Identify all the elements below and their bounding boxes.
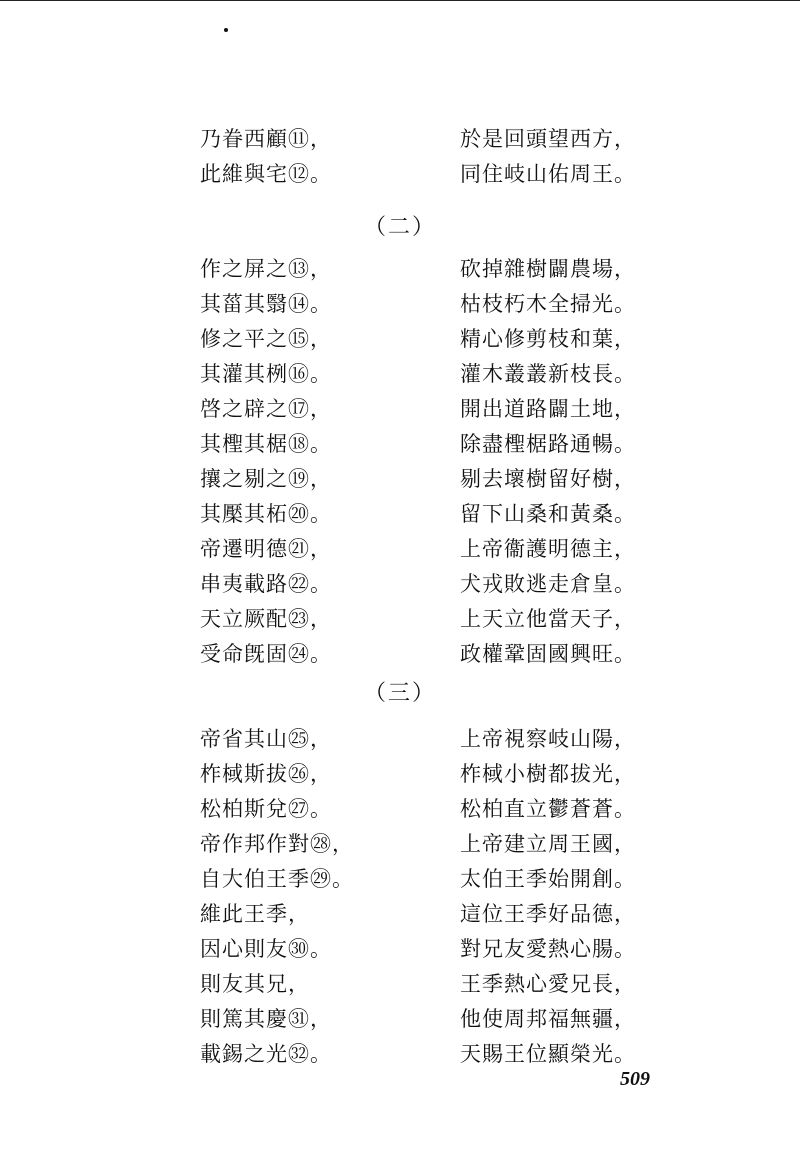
verse-line <box>0 357 800 392</box>
translation-verse: 他使周邦福無疆， <box>460 1007 636 1031</box>
translation-verse: 灌木叢叢新枝長。 <box>460 362 636 386</box>
translation-verse: 於是回頭望西方， <box>460 127 636 151</box>
original-verse: 其菑其翳⑭。 <box>200 292 332 316</box>
original-verse: 帝省其山㉕， <box>200 727 332 751</box>
original-verse: 帝遷明德㉑， <box>200 537 332 561</box>
translation-verse: 精心修剪枝和葉， <box>460 327 636 351</box>
verse-line <box>0 932 800 967</box>
translation-verse: 太伯王季始開創。 <box>460 867 636 891</box>
verse-line <box>0 427 800 462</box>
translation-verse: 上天立他當天子， <box>460 607 636 631</box>
verse-line <box>0 462 800 497</box>
translation-verse: 這位王季好品德， <box>460 902 636 926</box>
translation-verse: 政權鞏固國興旺。 <box>460 642 636 666</box>
translation-verse: 砍掉雜樹闢農場， <box>460 257 636 281</box>
verse-line <box>0 392 800 427</box>
translation-verse: 柞棫小樹都拔光， <box>460 762 636 786</box>
original-verse: 修之平之⑮， <box>200 327 332 351</box>
original-verse: 柞棫斯拔㉖， <box>200 762 332 786</box>
original-verse: 天立厥配㉓， <box>200 607 332 631</box>
translation-verse: 同住岐山佑周王。 <box>460 162 636 186</box>
verse-line <box>0 792 800 827</box>
verse-line <box>0 122 800 157</box>
verse-line <box>0 497 800 532</box>
original-verse: 則友其兄， <box>200 972 310 996</box>
verse-line <box>0 897 800 932</box>
translation-verse: 枯枝朽木全掃光。 <box>460 292 636 316</box>
verse-line <box>0 757 800 792</box>
translation-verse: 犬戎敗逃走倉皇。 <box>460 572 636 596</box>
verse-line <box>0 157 800 192</box>
translation-verse: 開出道路闢土地， <box>460 397 636 421</box>
verse-line <box>0 967 800 1002</box>
stanza-2 <box>0 252 800 672</box>
verse-line <box>0 862 800 897</box>
translation-verse: 王季熱心愛兄長， <box>460 972 636 996</box>
stanza-heading-3: （三） <box>363 681 436 706</box>
translation-verse: 上帝衞護明德主， <box>460 537 636 561</box>
verse-line <box>0 322 800 357</box>
original-verse: 則篤其慶㉛， <box>200 1007 332 1031</box>
stanza-heading-2: （二） <box>363 215 436 240</box>
original-verse: 自大伯王季㉙。 <box>200 867 354 891</box>
original-verse: 此維與宅⑫。 <box>200 162 332 186</box>
original-verse: 串夷載路㉒。 <box>200 572 332 596</box>
original-verse: 攘之剔之⑲， <box>200 467 332 491</box>
verse-line <box>0 1002 800 1037</box>
verse-line <box>0 827 800 862</box>
original-verse: 受命旣固㉔。 <box>200 642 332 666</box>
translation-verse: 上帝建立周王國， <box>460 832 636 856</box>
page-number: 509 <box>620 1068 650 1090</box>
page-top-border <box>0 0 800 1</box>
verse-line <box>0 602 800 637</box>
verse-line <box>0 722 800 757</box>
original-verse: 其檿其柘⑳。 <box>200 502 332 526</box>
translation-verse: 留下山桑和黃桑。 <box>460 502 636 526</box>
original-verse: 其灌其栵⑯。 <box>200 362 332 386</box>
original-verse: 松柏斯兌㉗。 <box>200 797 332 821</box>
verse-line <box>0 532 800 567</box>
original-verse: 作之屏之⑬， <box>200 257 332 281</box>
original-verse: 帝作邦作對㉘， <box>200 832 354 856</box>
original-verse: 乃眷西顧⑪， <box>200 127 332 151</box>
original-verse: 維此王季， <box>200 902 310 926</box>
original-verse: 啓之辟之⑰， <box>200 397 332 421</box>
translation-verse: 松柏直立鬱蒼蒼。 <box>460 797 636 821</box>
verse-line <box>0 287 800 322</box>
translation-verse: 天賜王位顯榮光。 <box>460 1042 636 1066</box>
ink-dot <box>224 28 228 32</box>
translation-verse: 除盡檉椐路通暢。 <box>460 432 636 456</box>
original-verse: 因心則友㉚。 <box>200 937 332 961</box>
original-verse: 載錫之光㉜。 <box>200 1042 332 1066</box>
verse-line <box>0 252 800 287</box>
verse-line <box>0 567 800 602</box>
stanza-3 <box>0 722 800 1072</box>
verse-line <box>0 1037 800 1072</box>
original-verse: 其檉其椐⑱。 <box>200 432 332 456</box>
translation-verse: 對兄友愛熱心腸。 <box>460 937 636 961</box>
translation-verse: 剔去壞樹留好樹， <box>460 467 636 491</box>
translation-verse: 上帝視察岐山陽， <box>460 727 636 751</box>
verse-line <box>0 637 800 672</box>
stanza-1 <box>0 122 800 192</box>
